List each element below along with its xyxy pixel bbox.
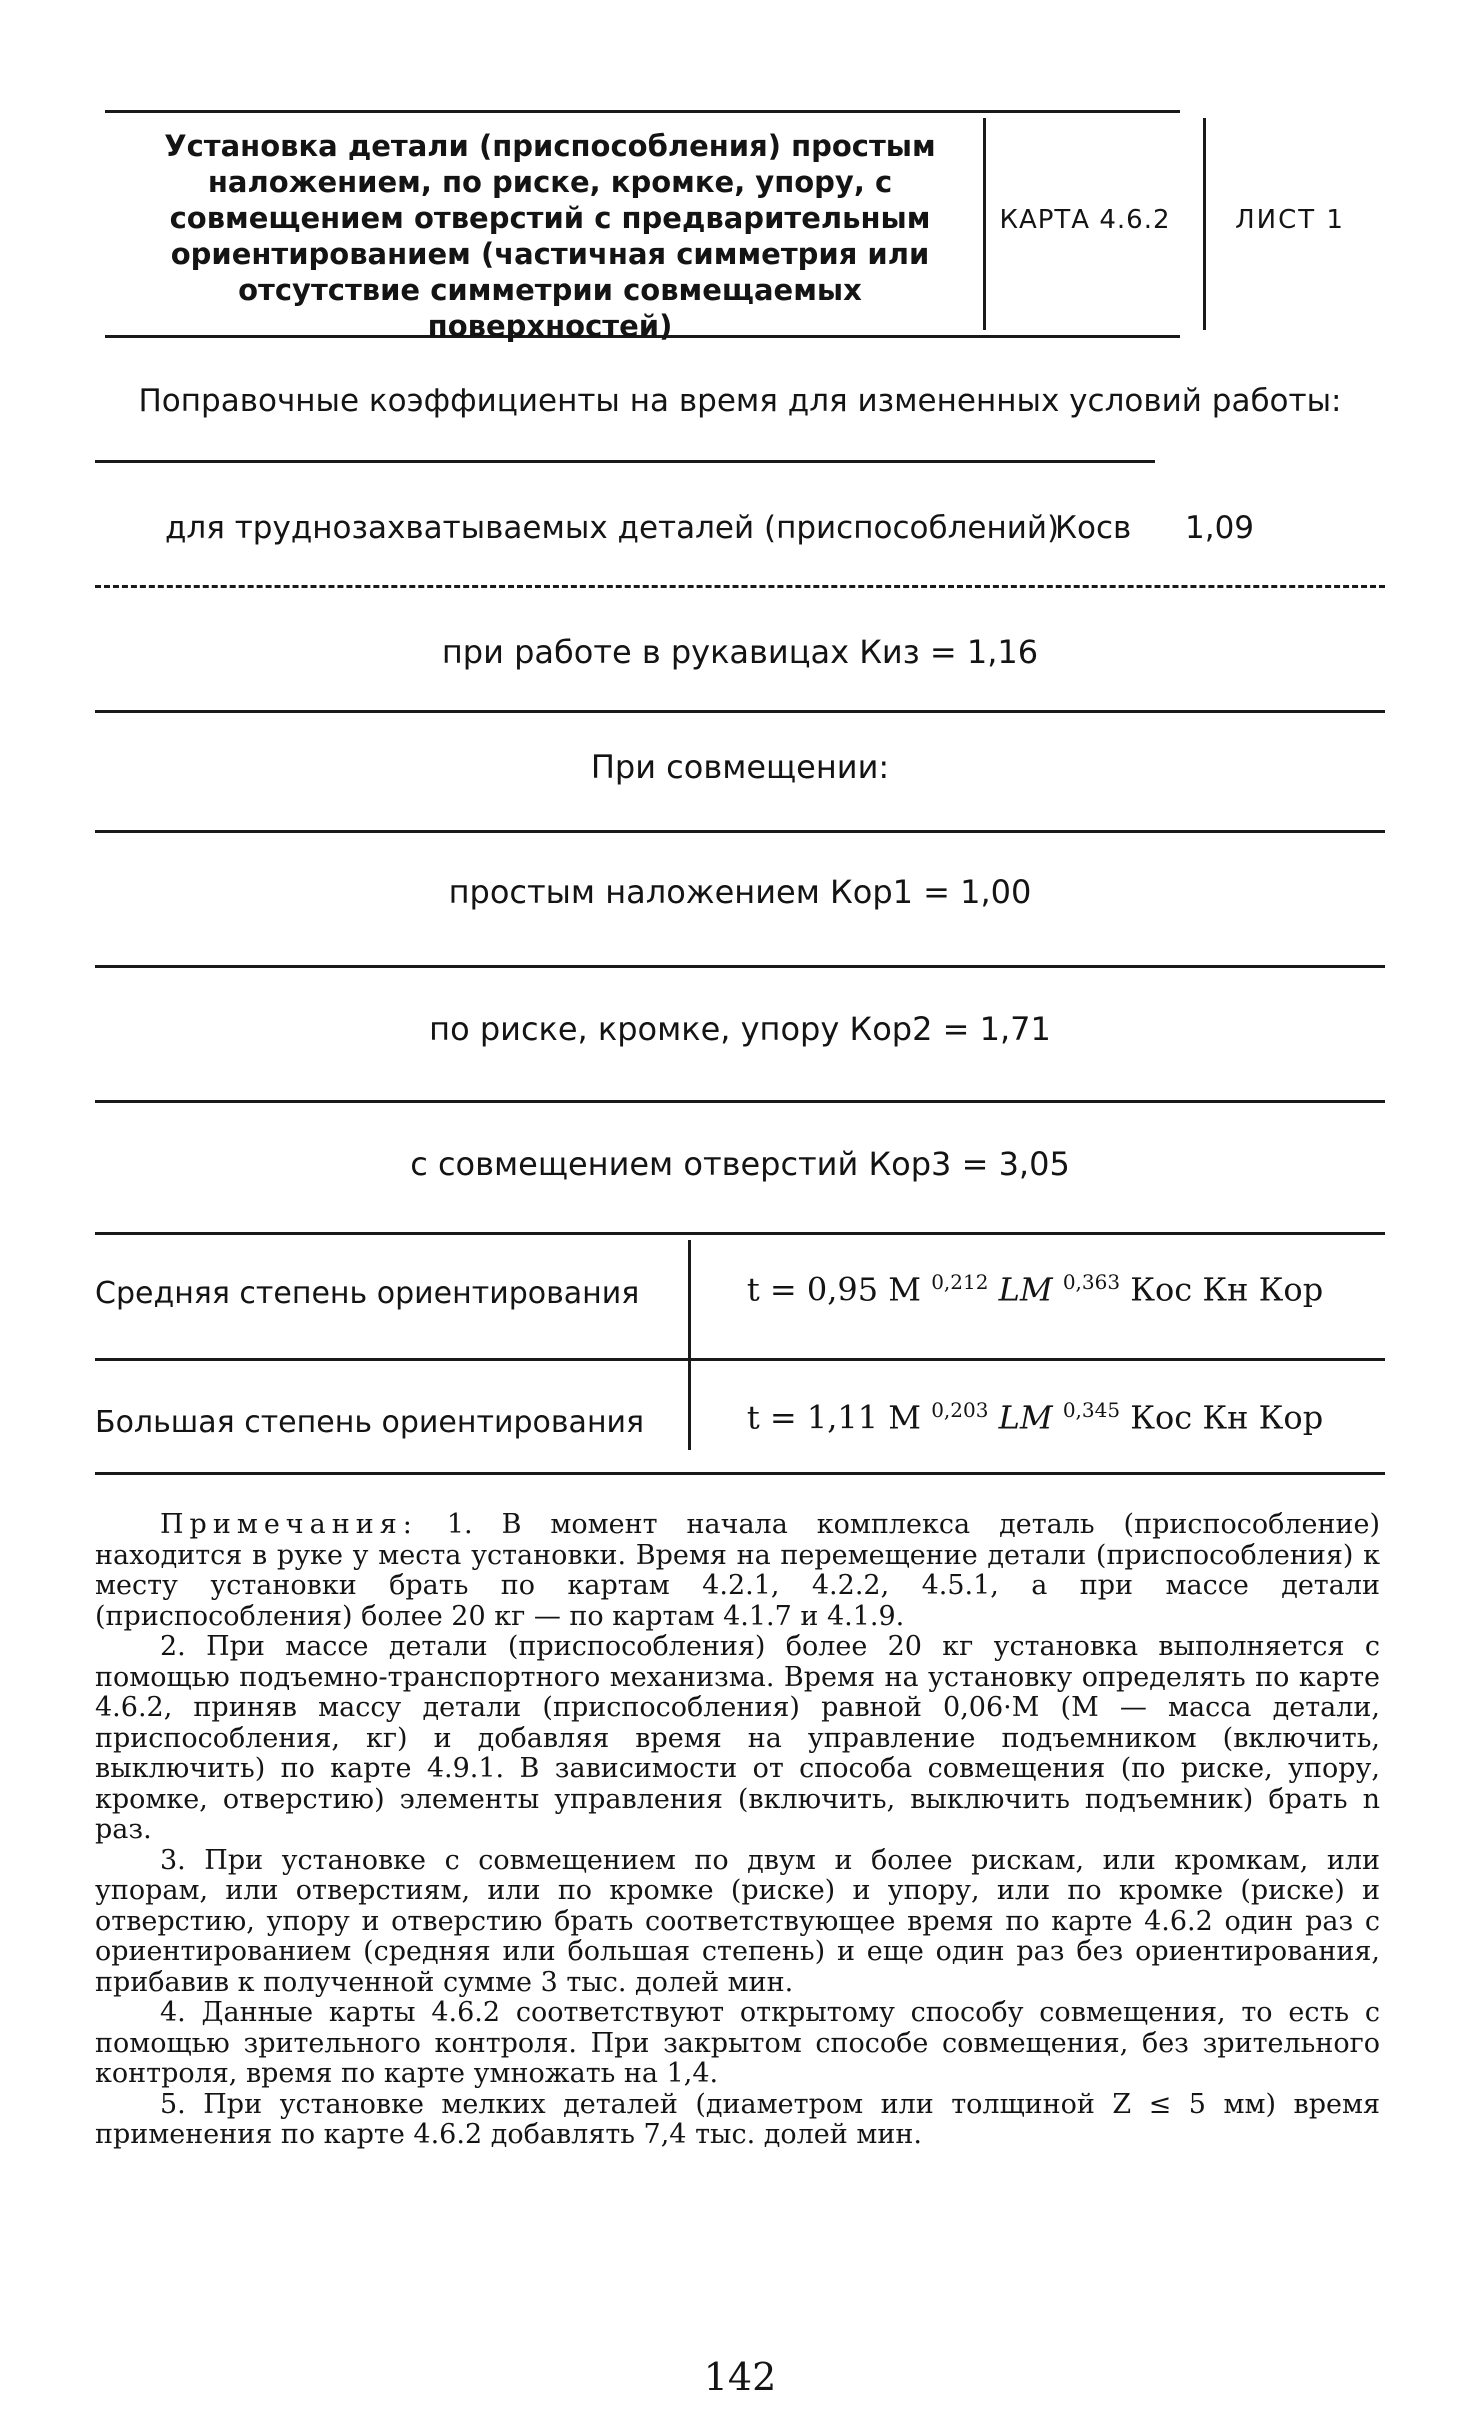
- holes-coefficient: с совмещением отверстий Кор3 = 3,05: [410, 1145, 1070, 1183]
- formula-lead: t = 0,95 M: [746, 1270, 922, 1309]
- formula-exponent: 0,212: [931, 1270, 989, 1294]
- header-title: Установка детали (приспособления) простым наложением, по риске, кромке, упору, с совмещением отверстий с предварительным ориентированием (частичная симметрия или отсутствие симметрии совмещаемых поверхностей): [164, 129, 936, 343]
- rule: [95, 1472, 1385, 1475]
- alignment-heading: При совмещении:: [590, 748, 890, 786]
- note-1: [95, 1510, 1380, 1632]
- header-divider-right: [1203, 118, 1206, 330]
- header-top-rule: [105, 110, 1180, 113]
- gloves-coefficient: при работе в рукавицах Киз = 1,16: [441, 633, 1039, 671]
- rule: [95, 965, 1385, 968]
- rule: [95, 710, 1385, 713]
- note-4: 4. Данные карты 4.6.2 соответствуют открытому способу совмещения, то есть с помощью зрительного контроля. При закрытом способе совмещения, без зрительного контроля, время по карте умножать на 1,4.: [95, 1997, 1380, 2089]
- rule: [95, 1100, 1385, 1103]
- note-5: 5. При установке мелких деталей (диаметром или толщиной Z ≤ 5 мм) время применения по карте 4.6.2 добавлять 7,4 тыс. долей мин.: [95, 2088, 1380, 2150]
- note-3: 3. При установке с совмещением по двум и более рискам, или кромкам, или упорам, или отверстиям, или по кромке (риске) и упору, или по кромке (риске) и отверстию, упору и отверстию брать соответствующее время по карте 4.6.2 один раз с ориентированием (средняя или большая степень) и еще один раз без ориентирования, прибавив к полученной сумме 3 тыс. долей мин.: [95, 1844, 1380, 1998]
- note-2: 2. При массе детали (приспособления) более 20 кг установка выполняется с помощью подъемно-транспортного механизма. Время на установку определять по карте 4.6.2, приняв массу детали (приспособления) равной 0,06·M (M — масса детали, приспособления, кг) и добавляя время на управление подъемником (включить, выключить) по карте 4.9.1. В зависимости от способа совмещения (по риске, упору, кромке, отверстию) элементы управления (включить, выключить подъемник) брать n раз.: [95, 1631, 1380, 1845]
- rule: [95, 585, 1385, 588]
- formula-medium: [690, 1270, 1380, 1309]
- rule: [95, 830, 1385, 833]
- rule: [95, 1358, 1385, 1361]
- notes: [95, 1510, 1380, 2151]
- formula-exponent: 0,203: [931, 1398, 989, 1422]
- rule: [95, 1232, 1385, 1235]
- note-1-text: 1. В момент начала комплекса деталь (приспособление) находится в руке у места установки. Время на перемещение детали (приспособления) к месту установки брать по картам 4.2.1, 4.2.2, 4.5.1, а при массе детали (приспособления) более 20 кг — по картам 4.1.7 и 4.1.9.: [95, 1509, 1380, 1632]
- formula-lead: t = 1,11 M: [746, 1398, 922, 1437]
- hard-grip-text: для труднозахватываемых деталей (приспособлений): [165, 510, 1060, 546]
- page-number: 142: [703, 2355, 777, 2399]
- formula-label-high: Большая степень ориентирования: [95, 1405, 645, 1440]
- correction-heading: Поправочные коэффициенты на время для измененных условий работы:: [138, 383, 1342, 419]
- formula-label-medium: Средняя степень ориентирования: [95, 1276, 640, 1311]
- hard-grip-symbol: Косв: [1055, 510, 1132, 546]
- formula-middle: LM: [998, 1270, 1053, 1309]
- sheet-number: ЛИСТ 1: [1235, 205, 1345, 235]
- rule: [95, 460, 1155, 463]
- formula-tail: Кос Кн Кор: [1130, 1398, 1324, 1437]
- formula-tail: Кос Кн Кор: [1130, 1270, 1324, 1309]
- mark-edge-stop-coefficient: по риске, кромке, упору Кор2 = 1,71: [429, 1010, 1051, 1048]
- simple-placement-coefficient: простым наложением Кор1 = 1,00: [448, 873, 1032, 911]
- hard-grip-value: 1,09: [1185, 510, 1255, 546]
- card-number: КАРТА 4.6.2: [999, 205, 1171, 235]
- formula-exponent: 0,345: [1062, 1398, 1121, 1422]
- formula-exponent: 0,363: [1062, 1270, 1121, 1294]
- formula-high: [690, 1398, 1380, 1437]
- notes-lead: Примечания:: [160, 1509, 418, 1540]
- formula-middle: LM: [998, 1398, 1053, 1437]
